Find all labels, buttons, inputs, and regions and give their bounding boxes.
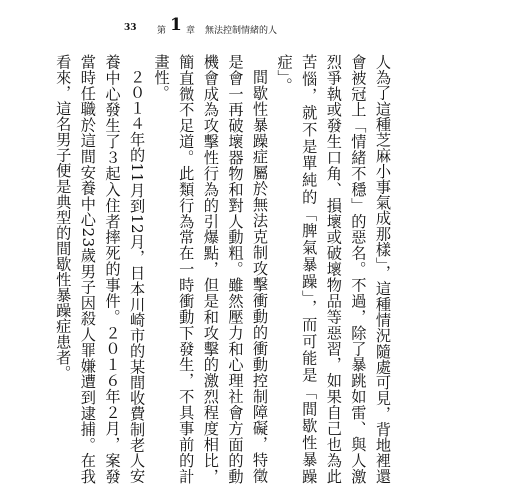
- running-header: [0, 0, 520, 40]
- paragraph: 間歇性暴躁症屬於無法克制攻擊衝動的衝動控制障礙，特徵是會一再破壞器物和對人動粗。雖然壓力和心理社會方面的動機會成為攻擊性行為的引爆點，但是和攻擊的激烈程度相比，簡直微不足道。此類行為常在一時衝動下發生，不具事前的計畫性。: [152, 54, 270, 484]
- chapter-suffix: 章: [186, 26, 196, 36]
- paragraph: 人為了這種芝麻小事氣成那樣」，這種情況隨處可見，背地裡還會被冠上「情緒不穩」的惡名。不過，除了暴跳如雷、與人激烈爭執或發生口角、損壞或破壞物品等惡習，如果自己也為此苦惱，就不是單純的「脾氣暴躁」，而可能是「間歇性暴躁症」。: [275, 54, 392, 484]
- chapter-title: 無法控制情緒的人: [205, 26, 278, 36]
- paragraph: ２０１４年的11月到12月，日本川崎市的某間收費制老人安養中心發生了３起入住者摔死的事件。２０１６年２月，案發當時任職於這間安養中心23歲男子因殺人罪嫌遭到逮捕。在我看來，這名男子便是典型的間歇性暴躁症患者。: [54, 54, 147, 484]
- page-number: 33: [124, 23, 137, 33]
- body-text: [54, 54, 395, 484]
- chapter-number: 1: [170, 15, 182, 35]
- chapter-prefix: 第: [157, 26, 167, 36]
